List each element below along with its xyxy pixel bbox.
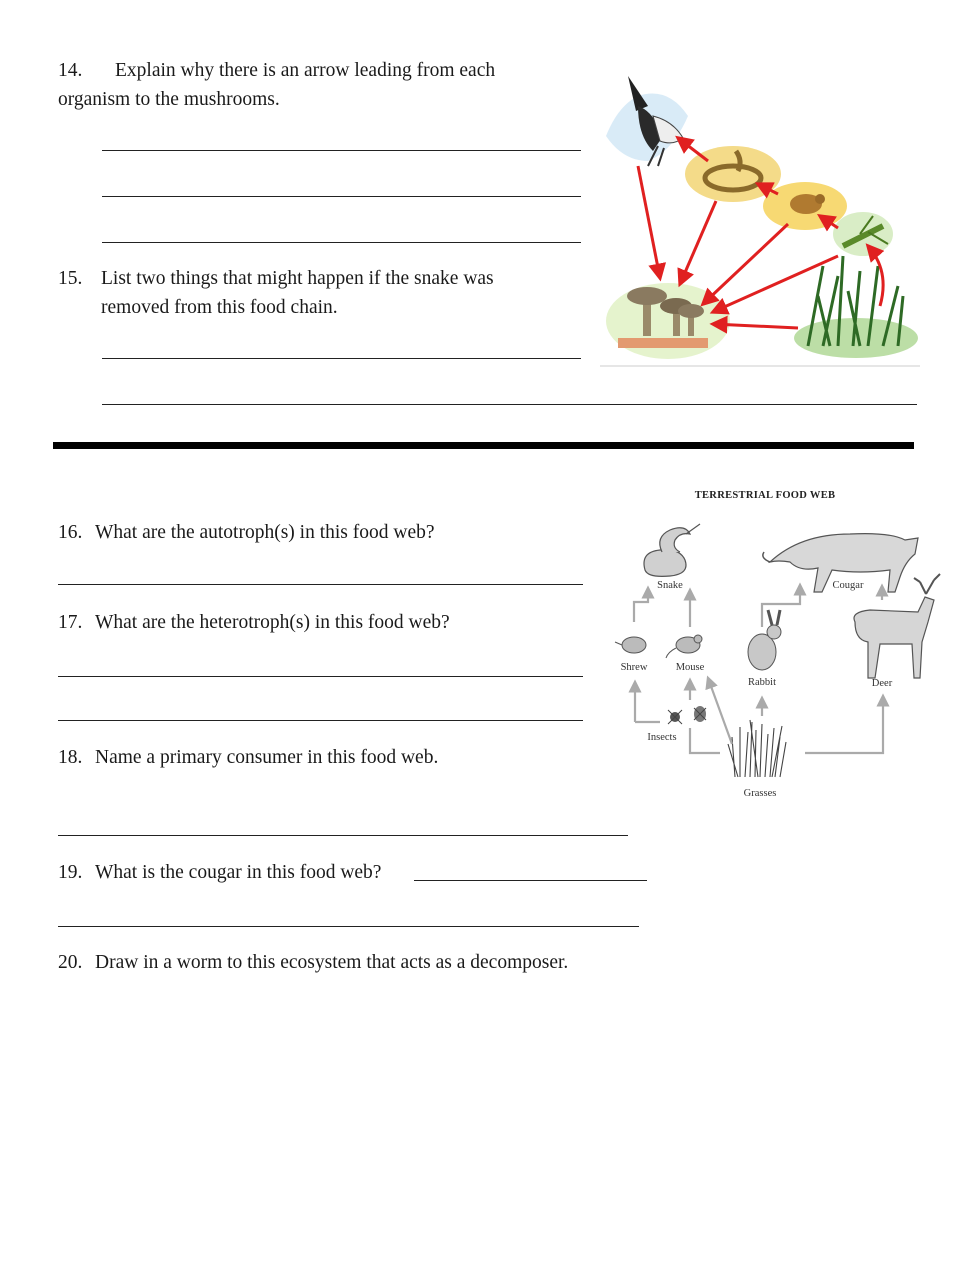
answer-line-16[interactable] (58, 584, 583, 585)
grasses-icon (728, 720, 786, 777)
answer-line-19b[interactable] (58, 926, 639, 927)
section-divider (53, 442, 914, 449)
grass-icon (794, 256, 918, 358)
question-text: What is the cougar in this food web? (95, 862, 382, 883)
question-number: 19. (58, 862, 83, 883)
shrew-icon (615, 637, 646, 653)
answer-line-17b[interactable] (58, 720, 583, 721)
question-number: 20. (58, 952, 83, 973)
answer-line-14b[interactable] (102, 196, 581, 197)
snake-label: Snake (657, 580, 683, 591)
question-17 (58, 608, 450, 637)
answer-line-18[interactable] (58, 835, 628, 836)
question-number: 17. (58, 612, 83, 633)
mouse-label: Mouse (675, 662, 705, 673)
deer-icon (854, 574, 940, 678)
question-15 (58, 264, 494, 322)
question-20 (58, 948, 568, 977)
grasses-label: Grasses (743, 788, 777, 799)
cougar-label: Cougar (832, 580, 864, 591)
question-text-cont: removed from this food chain. (101, 297, 338, 318)
question-text: Draw in a worm to this ecosystem that acts as a decomposer. (95, 952, 569, 973)
answer-line-15a[interactable] (102, 358, 581, 359)
insects-label: Insects (647, 732, 677, 743)
question-number: 15. (58, 268, 83, 289)
question-number: 16. (58, 522, 83, 543)
answer-line-14a[interactable] (102, 150, 581, 151)
question-text: Explain why there is an arrow leading from each (115, 60, 496, 81)
answer-line-19a[interactable] (414, 880, 647, 881)
answer-line-15b[interactable] (102, 404, 917, 405)
hawk-icon (606, 76, 688, 166)
answer-line-14c[interactable] (102, 242, 581, 243)
answer-line-17a[interactable] (58, 676, 583, 677)
question-14 (58, 56, 495, 114)
deer-label: Deer (871, 678, 893, 689)
question-number: 14. (58, 60, 83, 81)
insects-icon (668, 706, 706, 724)
mouse-icon (666, 635, 702, 658)
question-text: List two things that might happen if the snake was (101, 268, 494, 289)
food-chain-illustration (598, 66, 923, 369)
rabbit-icon (748, 610, 781, 670)
shrew-label: Shrew (620, 662, 648, 673)
question-text: What are the heterotroph(s) in this food web? (95, 612, 450, 633)
question-text: Name a primary consumer in this food web. (95, 747, 439, 768)
terrestrial-food-web (600, 482, 960, 807)
grasshopper-icon (833, 212, 893, 256)
question-text-cont: organism to the mushrooms. (58, 89, 280, 110)
rabbit-label: Rabbit (748, 677, 776, 688)
question-text: What are the autotroph(s) in this food web? (95, 522, 435, 543)
mouse-icon (763, 182, 847, 230)
question-19 (58, 858, 381, 887)
food-web-title: TERRESTRIAL FOOD WEB (694, 490, 836, 501)
question-number: 18. (58, 747, 83, 768)
question-16 (58, 518, 435, 547)
question-18 (58, 743, 438, 772)
snake-icon (644, 524, 700, 576)
